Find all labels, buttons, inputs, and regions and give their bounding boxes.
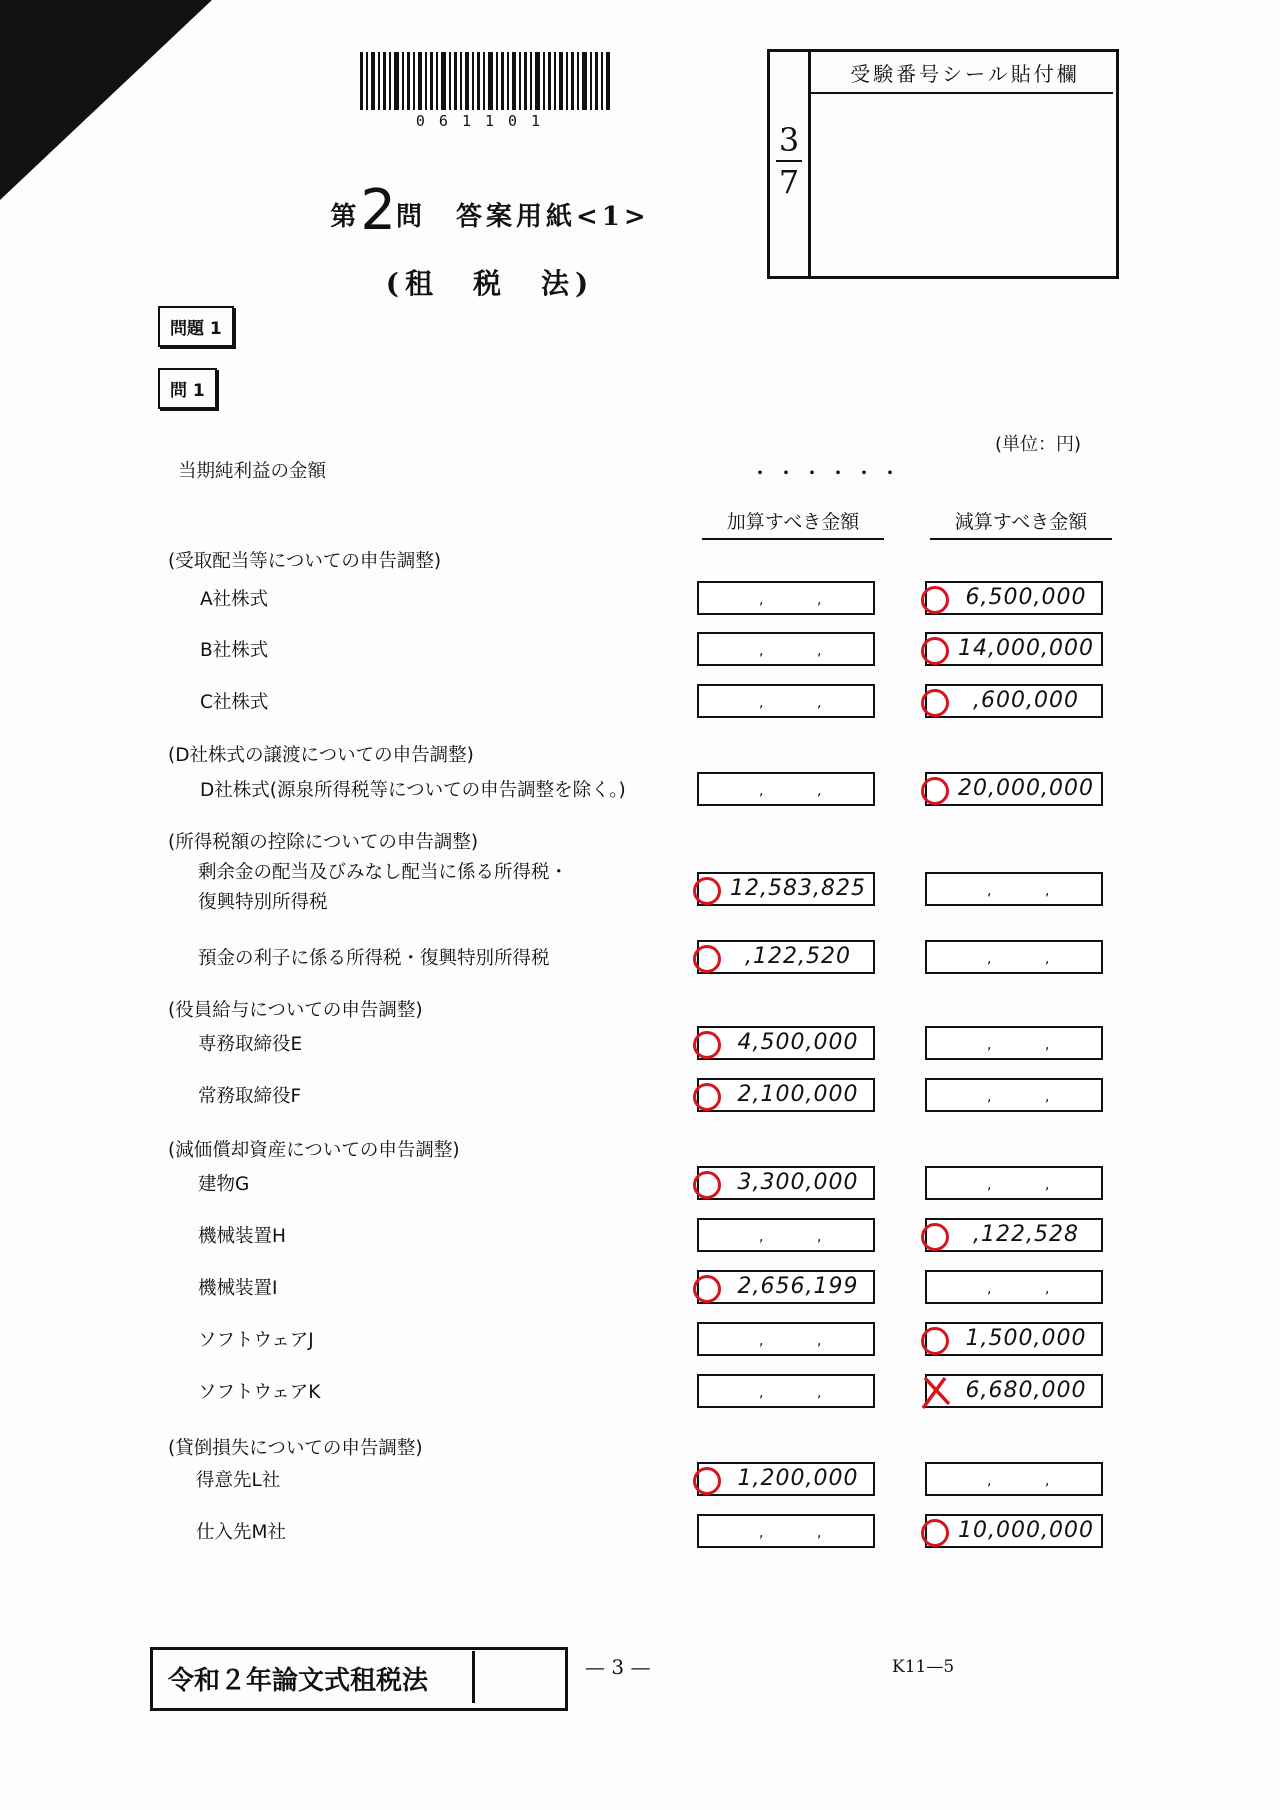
add-amount-field[interactable]: [697, 1026, 875, 1060]
row-label-line: 預金の利子に係る所得税・復興特別所得税: [198, 948, 550, 969]
subtract-amount-field[interactable]: [925, 1026, 1103, 1060]
handwritten-amount: ,600,000: [973, 688, 1079, 713]
comma-separator: ,: [987, 1037, 992, 1053]
comma-separator: ,: [987, 1281, 992, 1297]
page-fraction-top: 3: [778, 121, 800, 159]
handwritten-amount: 2,100,000: [737, 1082, 859, 1107]
row-label: [200, 776, 626, 802]
handwritten-amount: 1,500,000: [965, 1326, 1087, 1351]
row-label-line: 建物G: [198, 1174, 250, 1195]
comma-separator: ,: [817, 1333, 822, 1349]
comma-separator: ,: [1045, 951, 1050, 967]
comma-separator: ,: [1045, 1177, 1050, 1193]
page-fraction-bar: [776, 160, 802, 162]
comma-separator: ,: [759, 1229, 764, 1245]
row-label: [198, 1030, 302, 1056]
subtract-amount-field[interactable]: [925, 1462, 1103, 1496]
comma-separator: ,: [759, 1333, 764, 1349]
row-label-line: ソフトウェアK: [198, 1382, 321, 1403]
subtract-amount-field[interactable]: [925, 1322, 1103, 1356]
comma-separator: ,: [759, 695, 764, 711]
handwritten-amount: 10,000,000: [958, 1518, 1094, 1543]
comma-separator: ,: [817, 643, 822, 659]
row-label-line: B社株式: [200, 640, 269, 661]
subtract-amount-field[interactable]: [925, 1078, 1103, 1112]
add-amount-field[interactable]: [697, 940, 875, 974]
subtract-amount-field[interactable]: [925, 1374, 1103, 1408]
footer-divider: [472, 1651, 475, 1703]
correct-mark-icon: [693, 945, 721, 973]
correct-mark-icon: [921, 1223, 949, 1251]
row-label: [196, 1518, 286, 1544]
comma-separator: ,: [759, 643, 764, 659]
row-label: [200, 688, 268, 714]
comma-separator: ,: [1045, 1089, 1050, 1105]
row-label-line: 復興特別所得税: [198, 892, 328, 913]
subtract-amount-field[interactable]: [925, 684, 1103, 718]
comma-separator: ,: [987, 951, 992, 967]
row-label: [198, 1170, 249, 1196]
comma-separator: ,: [817, 783, 822, 799]
row-label-line: 専務取締役E: [198, 1034, 303, 1055]
row-label-line: C社株式: [200, 692, 269, 713]
sticker-title-line: [811, 92, 1113, 94]
row-label: [198, 1378, 320, 1404]
correct-mark-icon: [921, 1519, 949, 1547]
correct-mark-icon: [921, 637, 949, 665]
subtract-amount-field[interactable]: [925, 1218, 1103, 1252]
add-amount-field[interactable]: [697, 1462, 875, 1496]
section-depreciation: (減価償却資産についての申告調整): [168, 1140, 460, 1161]
comma-separator: ,: [817, 695, 822, 711]
comma-separator: ,: [1045, 1281, 1050, 1297]
row-label: [198, 1326, 314, 1352]
footer-title: 令和２年論文式租税法: [168, 1666, 429, 1696]
page-fraction: [770, 120, 808, 202]
page-fraction-bottom: 7: [778, 163, 800, 201]
question-label: 問 1: [158, 368, 217, 409]
incorrect-mark-icon: [919, 1374, 955, 1410]
section-dividends: (受取配当等についての申告調整): [168, 551, 442, 572]
add-amount-field[interactable]: [697, 684, 875, 718]
row-label-line: A社株式: [200, 589, 269, 610]
row-label-line: 機械装置I: [198, 1278, 278, 1299]
title-number: 2: [360, 178, 396, 243]
subtract-amount-field[interactable]: [925, 632, 1103, 666]
row-label: [198, 1222, 286, 1248]
row-label: [198, 1274, 277, 1300]
handwritten-amount: 2,656,199: [737, 1274, 859, 1299]
section-income-tax: (所得税額の控除についての申告調整): [168, 832, 479, 853]
handwritten-amount: ,122,520: [745, 944, 851, 969]
comma-separator: ,: [1045, 883, 1050, 899]
row-label-line: D社株式(源泉所得税等についての申告調整を除く。): [200, 780, 626, 801]
handwritten-amount: 1,200,000: [737, 1466, 859, 1491]
add-amount-field[interactable]: [697, 872, 875, 906]
add-amount-field[interactable]: [697, 1374, 875, 1408]
handwritten-amount: 3,300,000: [737, 1170, 859, 1195]
correct-mark-icon: [921, 586, 949, 614]
handwritten-amount: ,122,528: [973, 1222, 1079, 1247]
comma-separator: ,: [987, 1473, 992, 1489]
row-label: [198, 1082, 301, 1108]
comma-separator: ,: [1045, 1037, 1050, 1053]
add-amount-field[interactable]: [697, 581, 875, 615]
comma-separator: ,: [1045, 1473, 1050, 1489]
section-officer-pay: (役員給与についての申告調整): [168, 1000, 423, 1021]
barcode-number: 061101: [415, 112, 555, 130]
comma-separator: ,: [987, 883, 992, 899]
row-label-line: 機械装置H: [198, 1226, 286, 1247]
subtract-amount-field[interactable]: [925, 1166, 1103, 1200]
add-amount-field[interactable]: [697, 1078, 875, 1112]
barcode: [360, 52, 610, 110]
net-income-label: 当期純利益の金額: [178, 461, 327, 482]
subtract-amount-field[interactable]: [925, 1270, 1103, 1304]
subtract-amount-field[interactable]: [925, 872, 1103, 906]
correct-mark-icon: [921, 689, 949, 717]
comma-separator: ,: [759, 592, 764, 608]
correct-mark-icon: [921, 777, 949, 805]
handwritten-amount: 6,680,000: [965, 1378, 1087, 1403]
document-code: K11—5: [892, 1657, 955, 1677]
handwritten-amount: 6,500,000: [965, 585, 1087, 610]
corner-marker: [0, 0, 212, 200]
comma-separator: ,: [759, 1525, 764, 1541]
sticker-divider: [808, 49, 811, 276]
correct-mark-icon: [693, 1171, 721, 1199]
correct-mark-icon: [921, 1327, 949, 1355]
correct-mark-icon: [693, 1031, 721, 1059]
section-bad-debt: (貸倒損失についての申告調整): [168, 1438, 423, 1459]
row-label-line: 剰余金の配当及びみなし配当に係る所得税・: [198, 862, 569, 883]
subtract-amount-field[interactable]: [925, 940, 1103, 974]
add-amount-field[interactable]: [697, 632, 875, 666]
subtract-amount-field[interactable]: [925, 581, 1103, 615]
title-suffix: 問 答案用紙<1>: [395, 202, 650, 232]
page-title: [260, 178, 720, 243]
comma-separator: ,: [817, 592, 822, 608]
unit-label: (単位：円): [995, 434, 1082, 455]
handwritten-amount: 4,500,000: [737, 1030, 859, 1055]
comma-separator: ,: [987, 1177, 992, 1193]
row-label: [198, 858, 568, 914]
comma-separator: ,: [817, 1385, 822, 1401]
add-amount-field[interactable]: [697, 1270, 875, 1304]
row-label-line: 常務取締役F: [198, 1086, 302, 1107]
add-amount-field[interactable]: [697, 1322, 875, 1356]
add-amount-field[interactable]: [697, 1166, 875, 1200]
add-amount-field[interactable]: [697, 772, 875, 806]
comma-separator: ,: [759, 1385, 764, 1401]
section-d-shares: (D社株式の譲渡についての申告調整): [168, 745, 474, 766]
subtract-amount-field[interactable]: [925, 1514, 1103, 1548]
row-label: [200, 636, 268, 662]
handwritten-amount: 14,000,000: [958, 636, 1094, 661]
handwritten-amount: 12,583,825: [730, 876, 866, 901]
row-label-line: 得意先L社: [196, 1470, 281, 1491]
add-amount-field[interactable]: [697, 1514, 875, 1548]
add-amount-field[interactable]: [697, 1218, 875, 1252]
subtract-column-header: 減算すべき金額: [930, 507, 1112, 540]
subtract-amount-field[interactable]: [925, 772, 1103, 806]
add-column-header: 加算すべき金額: [702, 507, 884, 540]
comma-separator: ,: [759, 783, 764, 799]
page-number: — 3 —: [585, 1655, 651, 1679]
row-label: [200, 585, 268, 611]
row-label: [196, 1466, 280, 1492]
comma-separator: ,: [817, 1525, 822, 1541]
correct-mark-icon: [693, 1275, 721, 1303]
problem-label: 問題 1: [158, 306, 234, 347]
sticker-title: 受験番号シール貼付欄: [850, 62, 1080, 86]
correct-mark-icon: [693, 1083, 721, 1111]
correct-mark-icon: [693, 877, 721, 905]
comma-separator: ,: [817, 1229, 822, 1245]
comma-separator: ,: [987, 1089, 992, 1105]
row-label: [198, 944, 550, 970]
title-prefix: 第: [330, 202, 361, 232]
row-label-line: 仕入先M社: [196, 1522, 286, 1543]
subject-title: (租 税 法): [385, 267, 595, 300]
handwritten-amount: 20,000,000: [958, 776, 1094, 801]
row-label-line: ソフトウェアJ: [198, 1330, 314, 1351]
correct-mark-icon: [693, 1467, 721, 1495]
net-income-dots: ・・・・・・: [750, 461, 906, 485]
